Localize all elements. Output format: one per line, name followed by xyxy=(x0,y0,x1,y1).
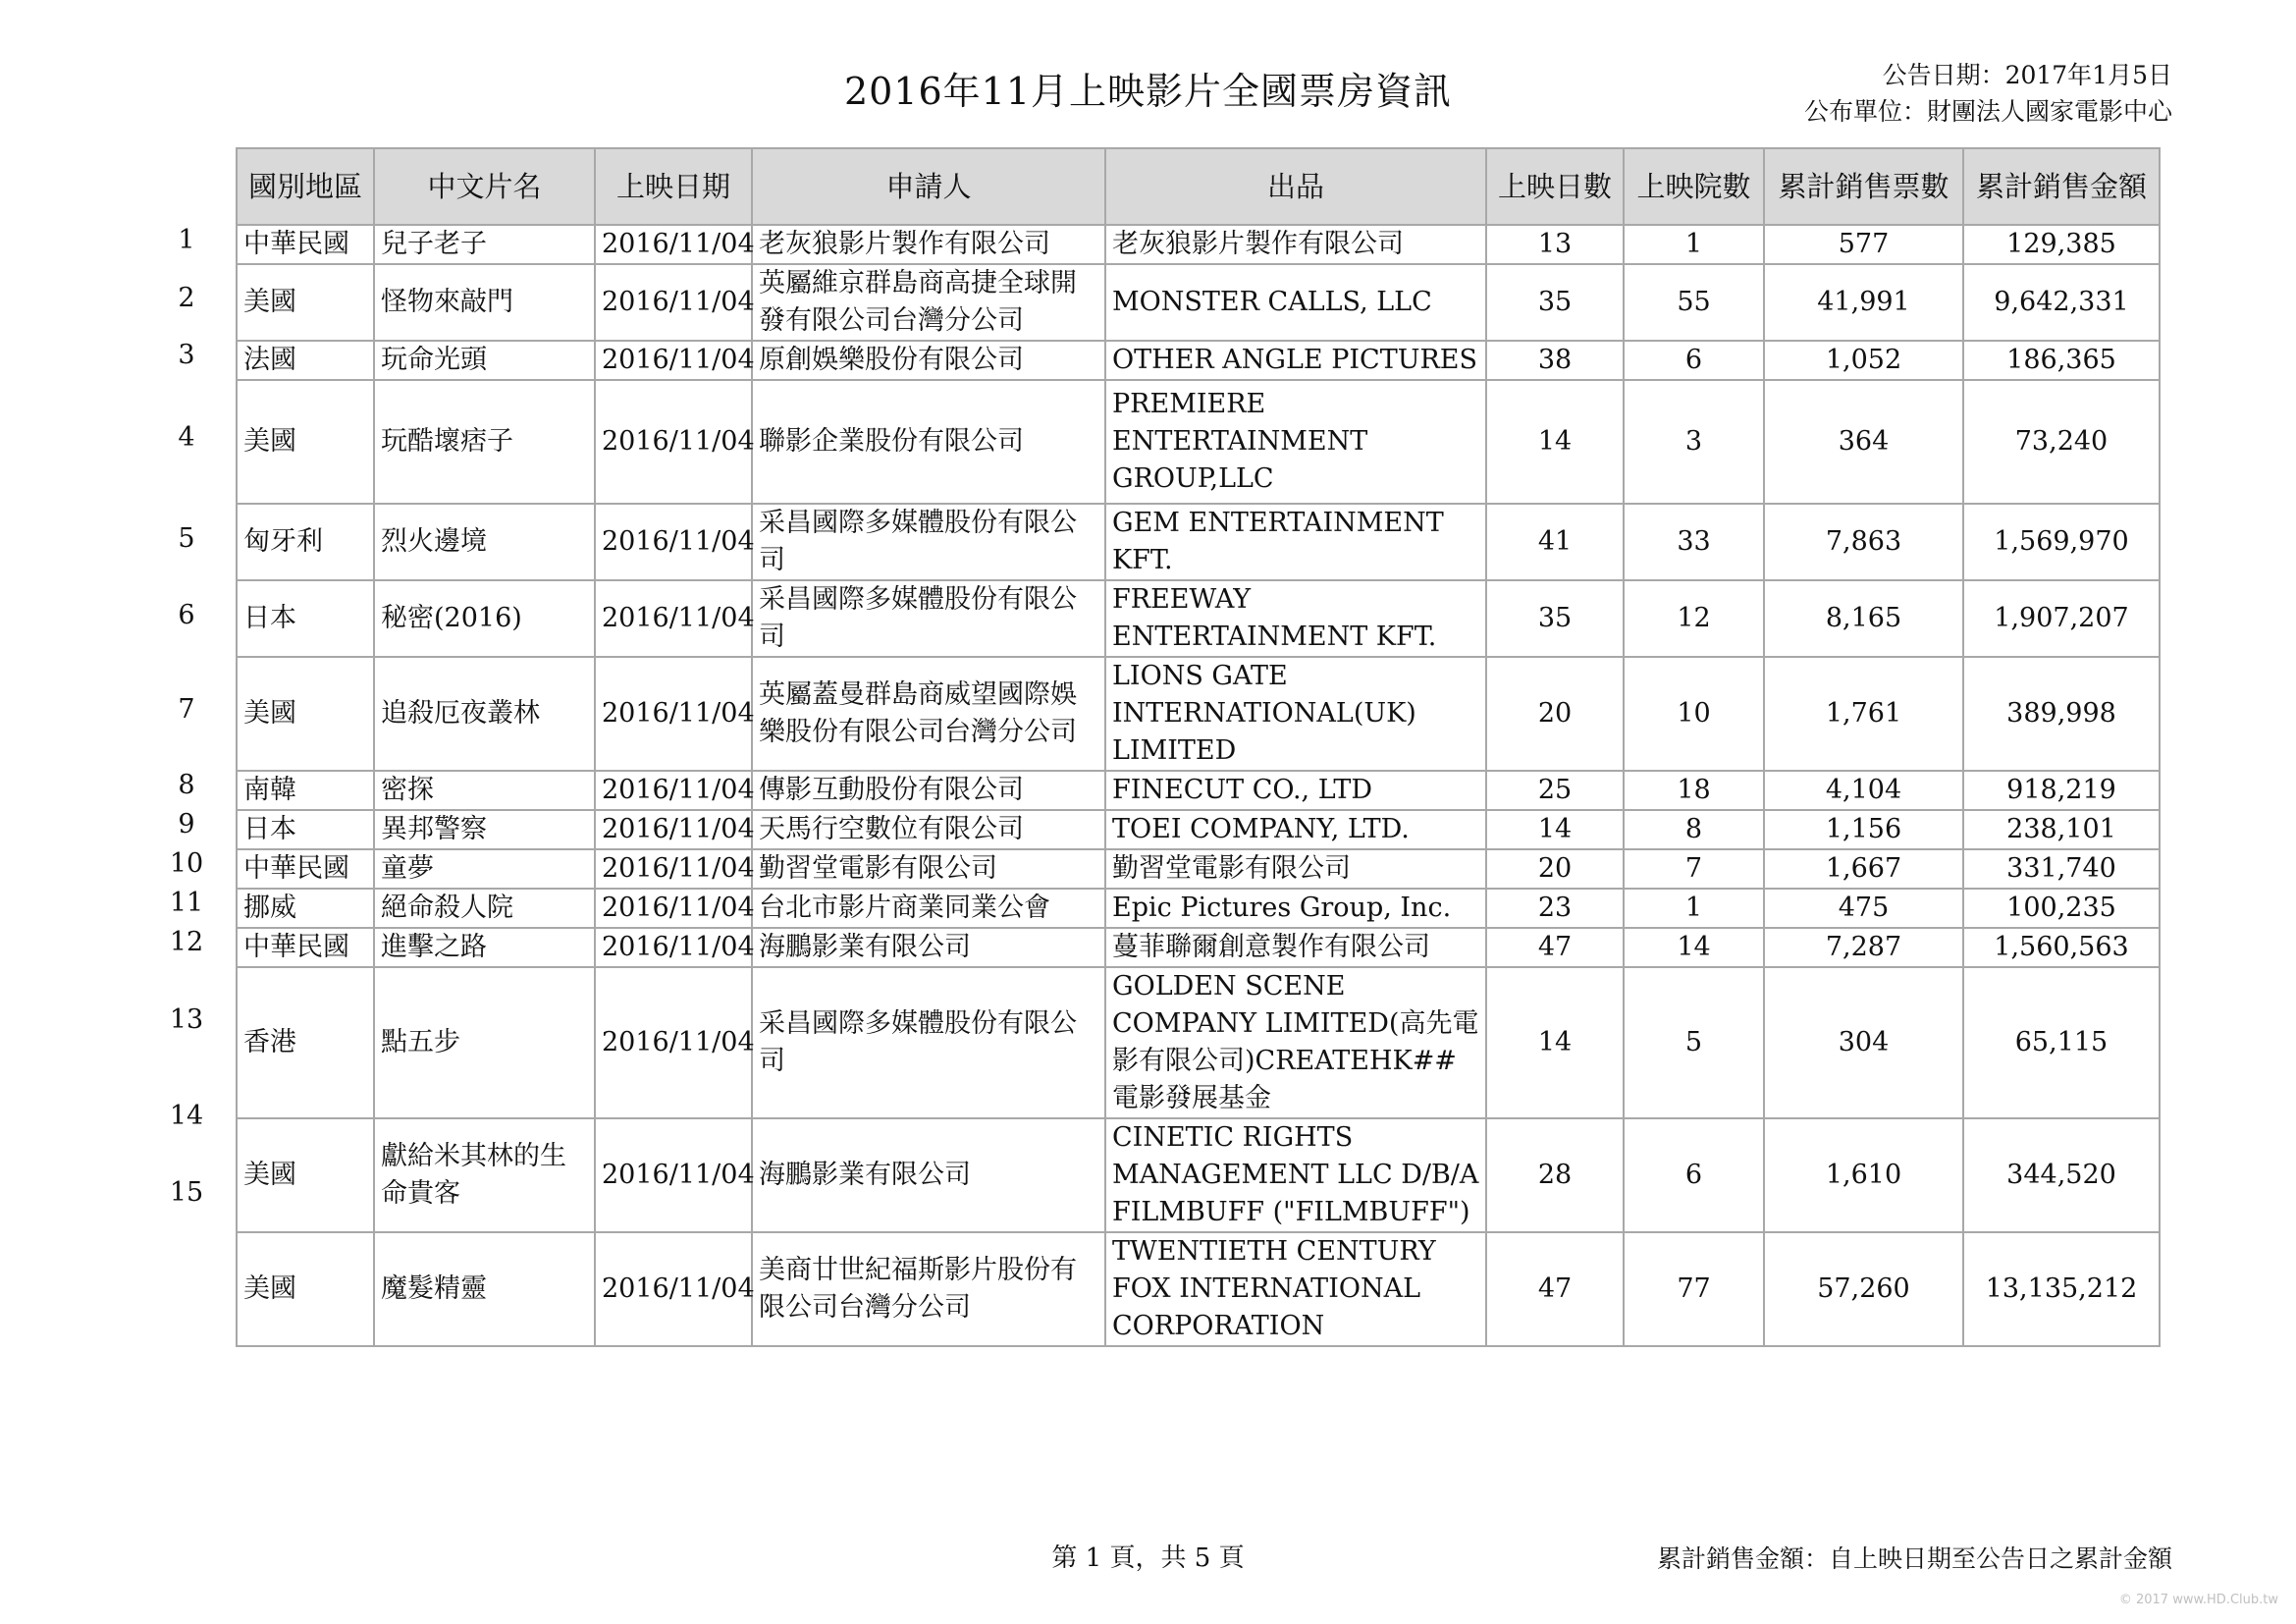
table-row xyxy=(237,1232,2160,1346)
footnote: 累計銷售金額：自上映日期至公告日之累計金額 xyxy=(1656,1544,2172,1573)
cell-title: 追殺厄夜叢林 xyxy=(374,657,595,771)
cell-region: 中華民國 xyxy=(237,225,374,264)
col-header-applicant: 申請人 xyxy=(752,148,1105,225)
cell-producer: FINECUT CO., LTD xyxy=(1105,771,1486,810)
cell-tickets: 7,287 xyxy=(1764,928,1963,967)
cell-date: 2016/11/04 xyxy=(595,225,752,264)
cell-theaters: 33 xyxy=(1624,504,1764,580)
table-row xyxy=(237,225,2160,264)
cell-producer: TOEI COMPANY, LTD. xyxy=(1105,810,1486,849)
row-number: 14 xyxy=(169,1101,204,1131)
cell-date: 2016/11/04 xyxy=(595,341,752,380)
cell-days: 35 xyxy=(1486,264,1624,341)
table-header-row xyxy=(237,148,2160,225)
cell-applicant: 采昌國際多媒體股份有限公司 xyxy=(752,504,1105,580)
cell-gross: 186,365 xyxy=(1963,341,2160,380)
cell-title: 進擊之路 xyxy=(374,928,595,967)
cell-days: 47 xyxy=(1486,1232,1624,1346)
cell-producer: 蔓菲聯爾創意製作有限公司 xyxy=(1105,928,1486,967)
cell-region: 南韓 xyxy=(237,771,374,810)
table-row xyxy=(237,380,2160,504)
cell-days: 23 xyxy=(1486,889,1624,928)
cell-title: 密探 xyxy=(374,771,595,810)
cell-days: 35 xyxy=(1486,580,1624,657)
row-number: 8 xyxy=(178,770,195,800)
cell-region: 香港 xyxy=(237,967,374,1118)
cell-date: 2016/11/04 xyxy=(595,889,752,928)
col-header-date: 上映日期 xyxy=(595,148,752,225)
cell-theaters: 14 xyxy=(1624,928,1764,967)
cell-producer: FREEWAY ENTERTAINMENT KFT. xyxy=(1105,580,1486,657)
cell-title: 怪物來敲門 xyxy=(374,264,595,341)
cell-region: 美國 xyxy=(237,657,374,771)
cell-date: 2016/11/04 xyxy=(595,928,752,967)
cell-title: 絕命殺人院 xyxy=(374,889,595,928)
cell-title: 異邦警察 xyxy=(374,810,595,849)
row-number: 15 xyxy=(169,1177,204,1208)
cell-theaters: 6 xyxy=(1624,1118,1764,1232)
row-number: 10 xyxy=(169,848,204,879)
cell-title: 點五步 xyxy=(374,967,595,1118)
cell-tickets: 57,260 xyxy=(1764,1232,1963,1346)
cell-gross: 344,520 xyxy=(1963,1118,2160,1232)
table-row xyxy=(237,771,2160,810)
cell-date: 2016/11/04 xyxy=(595,264,752,341)
cell-producer: GEM ENTERTAINMENT KFT. xyxy=(1105,504,1486,580)
col-header-days: 上映日數 xyxy=(1486,148,1624,225)
cell-title: 獻給米其林的生命貴客 xyxy=(374,1118,595,1232)
cell-producer: CINETIC RIGHTS MANAGEMENT LLC D/B/A FILMBUFF ("FILMBUFF") xyxy=(1105,1118,1486,1232)
cell-applicant: 英屬維京群島商高捷全球開發有限公司台灣分公司 xyxy=(752,264,1105,341)
cell-applicant: 英屬蓋曼群島商威望國際娛樂股份有限公司台灣分公司 xyxy=(752,657,1105,771)
cell-applicant: 台北市影片商業同業公會 xyxy=(752,889,1105,928)
cell-title: 玩酷壞痞子 xyxy=(374,380,595,504)
cell-title: 魔髮精靈 xyxy=(374,1232,595,1346)
cell-date: 2016/11/04 xyxy=(595,504,752,580)
table-row xyxy=(237,504,2160,580)
cell-tickets: 577 xyxy=(1764,225,1963,264)
table-row xyxy=(237,580,2160,657)
publisher: 公布單位：財團法人國家電影中心 xyxy=(1803,97,2172,126)
cell-region: 日本 xyxy=(237,580,374,657)
cell-region: 美國 xyxy=(237,1118,374,1232)
col-header-title: 中文片名 xyxy=(374,148,595,225)
row-number: 4 xyxy=(178,422,195,453)
cell-gross: 65,115 xyxy=(1963,967,2160,1118)
cell-theaters: 77 xyxy=(1624,1232,1764,1346)
cell-theaters: 55 xyxy=(1624,264,1764,341)
cell-days: 28 xyxy=(1486,1118,1624,1232)
cell-applicant: 美商廿世紀福斯影片股份有限公司台灣分公司 xyxy=(752,1232,1105,1346)
cell-tickets: 7,863 xyxy=(1764,504,1963,580)
row-number: 5 xyxy=(178,523,195,554)
table-row xyxy=(237,810,2160,849)
cell-days: 38 xyxy=(1486,341,1624,380)
row-number: 6 xyxy=(178,600,195,630)
cell-region: 日本 xyxy=(237,810,374,849)
cell-producer: MONSTER CALLS, LLC xyxy=(1105,264,1486,341)
row-number: 12 xyxy=(169,927,204,957)
cell-theaters: 18 xyxy=(1624,771,1764,810)
cell-tickets: 304 xyxy=(1764,967,1963,1118)
cell-producer: PREMIERE ENTERTAINMENT GROUP,LLC xyxy=(1105,380,1486,504)
cell-gross: 73,240 xyxy=(1963,380,2160,504)
cell-gross: 918,219 xyxy=(1963,771,2160,810)
cell-date: 2016/11/04 xyxy=(595,380,752,504)
cell-title: 童夢 xyxy=(374,849,595,889)
cell-gross: 1,569,970 xyxy=(1963,504,2160,580)
row-number: 3 xyxy=(178,340,195,370)
col-header-tickets: 累計銷售票數 xyxy=(1764,148,1963,225)
cell-theaters: 6 xyxy=(1624,341,1764,380)
cell-days: 13 xyxy=(1486,225,1624,264)
cell-gross: 331,740 xyxy=(1963,849,2160,889)
cell-applicant: 采昌國際多媒體股份有限公司 xyxy=(752,967,1105,1118)
row-number: 1 xyxy=(178,225,195,255)
cell-producer: TWENTIETH CENTURY FOX INTERNATIONAL CORPORATION xyxy=(1105,1232,1486,1346)
table-row xyxy=(237,928,2160,967)
cell-applicant: 采昌國際多媒體股份有限公司 xyxy=(752,580,1105,657)
cell-date: 2016/11/04 xyxy=(595,1232,752,1346)
table-row xyxy=(237,967,2160,1118)
cell-gross: 238,101 xyxy=(1963,810,2160,849)
cell-producer: 老灰狼影片製作有限公司 xyxy=(1105,225,1486,264)
cell-theaters: 7 xyxy=(1624,849,1764,889)
cell-theaters: 12 xyxy=(1624,580,1764,657)
cell-theaters: 5 xyxy=(1624,967,1764,1118)
cell-region: 挪威 xyxy=(237,889,374,928)
cell-tickets: 1,667 xyxy=(1764,849,1963,889)
row-number: 2 xyxy=(178,282,195,313)
col-header-gross: 累計銷售金額 xyxy=(1963,148,2160,225)
cell-gross: 389,998 xyxy=(1963,657,2160,771)
cell-title: 烈火邊境 xyxy=(374,504,595,580)
cell-producer: LIONS GATE INTERNATIONAL(UK) LIMITED xyxy=(1105,657,1486,771)
cell-region: 匈牙利 xyxy=(237,504,374,580)
cell-region: 美國 xyxy=(237,1232,374,1346)
cell-gross: 129,385 xyxy=(1963,225,2160,264)
cell-date: 2016/11/04 xyxy=(595,810,752,849)
cell-applicant: 聯影企業股份有限公司 xyxy=(752,380,1105,504)
cell-tickets: 1,156 xyxy=(1764,810,1963,849)
cell-region: 法國 xyxy=(237,341,374,380)
cell-gross: 100,235 xyxy=(1963,889,2160,928)
cell-tickets: 1,761 xyxy=(1764,657,1963,771)
report-title: 2016年11月上映影片全國票房資訊 xyxy=(843,70,1453,113)
cell-theaters: 3 xyxy=(1624,380,1764,504)
cell-date: 2016/11/04 xyxy=(595,580,752,657)
cell-tickets: 1,052 xyxy=(1764,341,1963,380)
table-row xyxy=(237,849,2160,889)
cell-tickets: 475 xyxy=(1764,889,1963,928)
cell-gross: 13,135,212 xyxy=(1963,1232,2160,1346)
cell-date: 2016/11/04 xyxy=(595,1118,752,1232)
cell-tickets: 4,104 xyxy=(1764,771,1963,810)
cell-days: 20 xyxy=(1486,657,1624,771)
cell-gross: 1,560,563 xyxy=(1963,928,2160,967)
cell-days: 41 xyxy=(1486,504,1624,580)
row-number: 9 xyxy=(178,809,195,839)
cell-applicant: 老灰狼影片製作有限公司 xyxy=(752,225,1105,264)
table-row xyxy=(237,889,2160,928)
cell-producer: OTHER ANGLE PICTURES xyxy=(1105,341,1486,380)
cell-gross: 1,907,207 xyxy=(1963,580,2160,657)
cell-producer: 勤習堂電影有限公司 xyxy=(1105,849,1486,889)
cell-days: 14 xyxy=(1486,967,1624,1118)
cell-days: 14 xyxy=(1486,380,1624,504)
cell-theaters: 1 xyxy=(1624,225,1764,264)
table-row xyxy=(237,264,2160,341)
report-meta xyxy=(1804,57,2172,130)
cell-applicant: 海鵬影業有限公司 xyxy=(752,1118,1105,1232)
cell-region: 中華民國 xyxy=(237,849,374,889)
cell-date: 2016/11/04 xyxy=(595,771,752,810)
cell-days: 20 xyxy=(1486,849,1624,889)
cell-region: 中華民國 xyxy=(237,928,374,967)
cell-title: 玩命光頭 xyxy=(374,341,595,380)
cell-days: 25 xyxy=(1486,771,1624,810)
row-number: 11 xyxy=(169,888,204,918)
cell-date: 2016/11/04 xyxy=(595,657,752,771)
watermark: © 2017 www.HD.Club.tw xyxy=(2118,1593,2278,1607)
cell-applicant: 勤習堂電影有限公司 xyxy=(752,849,1105,889)
cell-title: 兒子老子 xyxy=(374,225,595,264)
cell-applicant: 海鵬影業有限公司 xyxy=(752,928,1105,967)
cell-tickets: 1,610 xyxy=(1764,1118,1963,1232)
col-header-producer: 出品 xyxy=(1105,148,1486,225)
cell-applicant: 傳影互動股份有限公司 xyxy=(752,771,1105,810)
row-number: 7 xyxy=(178,694,195,725)
table-row xyxy=(237,657,2160,771)
cell-theaters: 10 xyxy=(1624,657,1764,771)
cell-date: 2016/11/04 xyxy=(595,967,752,1118)
col-header-region: 國別地區 xyxy=(237,148,374,225)
cell-producer: Epic Pictures Group, Inc. xyxy=(1105,889,1486,928)
row-number: 13 xyxy=(169,1004,204,1035)
cell-gross: 9,642,331 xyxy=(1963,264,2160,341)
cell-date: 2016/11/04 xyxy=(595,849,752,889)
cell-tickets: 364 xyxy=(1764,380,1963,504)
cell-producer: GOLDEN SCENE COMPANY LIMITED(高先電影有限公司)CREATEHK##電影發展基金 xyxy=(1105,967,1486,1118)
table-row xyxy=(237,341,2160,380)
cell-region: 美國 xyxy=(237,264,374,341)
cell-tickets: 41,991 xyxy=(1764,264,1963,341)
cell-title: 秘密(2016) xyxy=(374,580,595,657)
cell-tickets: 8,165 xyxy=(1764,580,1963,657)
cell-theaters: 8 xyxy=(1624,810,1764,849)
cell-days: 14 xyxy=(1486,810,1624,849)
cell-applicant: 天馬行空數位有限公司 xyxy=(752,810,1105,849)
cell-region: 美國 xyxy=(237,380,374,504)
announce-date: 公告日期：2017年1月5日 xyxy=(1882,61,2172,89)
cell-days: 47 xyxy=(1486,928,1624,967)
page-indicator: 第 1 頁，共 5 頁 xyxy=(1051,1543,1245,1573)
col-header-theaters: 上映院數 xyxy=(1624,148,1764,225)
cell-theaters: 1 xyxy=(1624,889,1764,928)
table-row xyxy=(237,1118,2160,1232)
cell-applicant: 原創娛樂股份有限公司 xyxy=(752,341,1105,380)
box-office-table xyxy=(236,147,2161,1347)
